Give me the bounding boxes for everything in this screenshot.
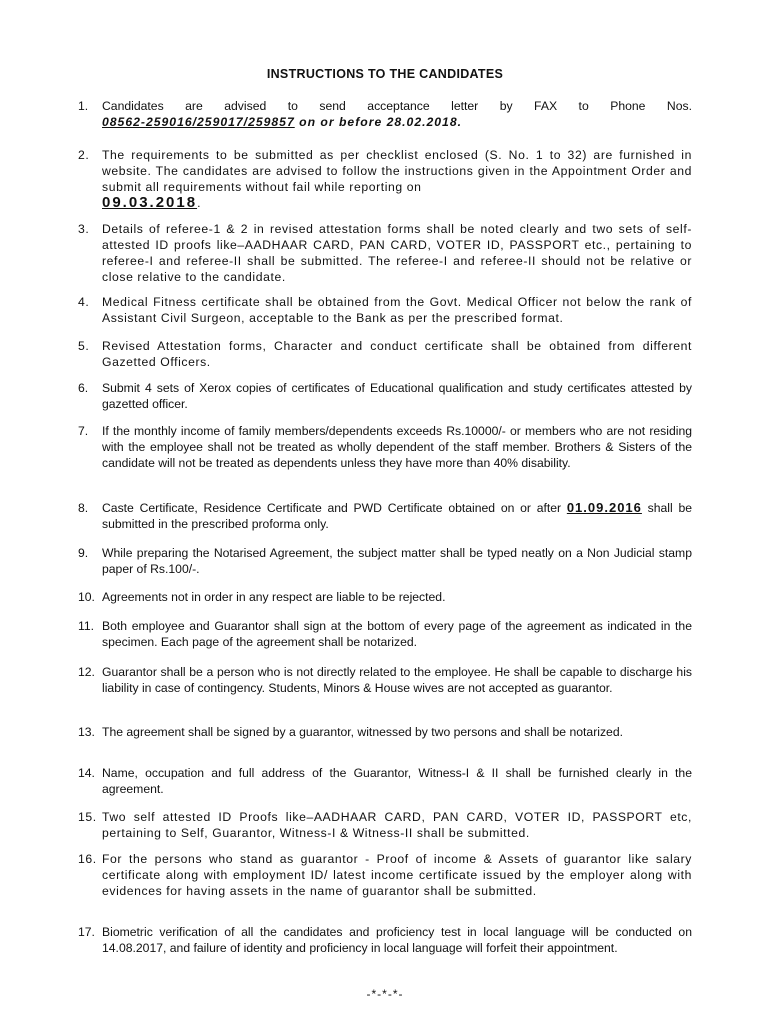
item-number: 12.	[78, 665, 95, 679]
instruction-item-15	[78, 809, 692, 841]
item-text: The agreement shall be signed by a guarantor, witnessed by two persons and shall be notarized.	[102, 725, 623, 739]
page-title: INSTRUCTIONS TO THE CANDIDATES	[266, 67, 504, 81]
item-text: While preparing the Notarised Agreement, the subject matter shall be typed neatly on a Non Judicial stamp paper of Rs.100/-.	[102, 546, 692, 576]
item-text: If the monthly income of family members/dependents exceeds Rs.10000/- or members who are not residing with the employee shall not be treated as wholly dependent of the staff member. Brothers & Sisters of the candidate will not be treated as dependents unless they have more than 40% disability.	[102, 424, 692, 470]
page-footer-marker: -*-*-*-	[366, 987, 404, 1001]
item-text: Revised Attestation forms, Character and conduct certificate shall be obtained from different Gazetted Officers.	[102, 339, 692, 369]
item-number: 17.	[78, 925, 95, 939]
instruction-item-10	[78, 589, 692, 605]
item-text: Two self attested ID Proofs like–AADHAAR CARD, PAN CARD, VOTER ID, PASSPORT etc, pertaining to Self, Guarantor, Witness-I & Witness-II shall be submitted.	[102, 810, 692, 840]
item-number: 14.	[78, 766, 95, 780]
item-text: Name, occupation and full address of the Guarantor, Witness-I & II shall be furnished clearly in the agreement.	[102, 766, 692, 796]
item-text: For the persons who stand as guarantor - Proof of income & Assets of guarantor like salary certificate along with employment ID/ latest income certificate issued by the employer along with evidences for having assets in the name of guarantor shall be submitted.	[102, 852, 692, 898]
item-number: 15.	[78, 810, 97, 824]
instruction-item-16	[78, 851, 692, 899]
instruction-item-12	[78, 664, 692, 696]
instruction-item-14	[78, 765, 692, 797]
item-text-continued	[102, 114, 692, 130]
item-text-end: shall be submitted in the prescribed proforma only.	[102, 501, 693, 531]
item-text: Agreements not in order in any respect are liable to be rejected.	[102, 590, 446, 604]
item-number: 7.	[78, 424, 89, 438]
certificate-date: 01.09.2016	[566, 500, 642, 515]
instruction-item-2	[78, 147, 692, 211]
item-number: 8.	[78, 501, 89, 515]
item-number: 4.	[78, 295, 90, 309]
instruction-item-4	[78, 294, 692, 326]
item-text: Details of referee-1 & 2 in revised attestation forms shall be noted clearly and two sets of self-attested ID proofs like–AADHAAR CARD, PAN CARD, VOTER ID, PASSPORT etc., pertaining to referee-I and referee-II shall be submitted. The referee-I and referee-II should not be relative or close relative to the candidate.	[102, 222, 692, 284]
phone-numbers: 259016/259017/259857	[145, 115, 295, 129]
item-number: 3.	[78, 222, 90, 236]
item-text-body: Caste Certificate, Residence Certificate and PWD Certificate obtained on or after	[102, 501, 567, 515]
item-number: 10.	[78, 590, 95, 604]
item-text: Candidates are advised to send acceptance letter by FAX to Phone Nos.	[102, 99, 692, 113]
item-text	[102, 147, 692, 211]
item-number: 5.	[78, 339, 90, 353]
instruction-item-6	[78, 380, 692, 412]
item-text: Guarantor shall be a person who is not directly related to the employee. He shall be capable to discharge his liability in case of contingency. Students, Minors & House wives are not accepted as guarantor.	[102, 665, 692, 695]
instruction-item-7	[78, 423, 692, 471]
item-text: Submit 4 sets of Xerox copies of certificates of Educational qualification and study certificates attested by gazetted officer.	[102, 381, 692, 411]
phone-prefix: 08562-	[102, 115, 146, 129]
item-text: Medical Fitness certificate shall be obtained from the Govt. Medical Officer not below the rank of Assistant Civil Surgeon, acceptable to the Bank as per the prescribed format.	[102, 295, 692, 325]
item-number: 16.	[78, 852, 97, 866]
item-number: 9.	[78, 546, 89, 560]
instruction-item-3	[78, 221, 692, 285]
item-number: 2.	[78, 148, 90, 162]
item-number: 11.	[78, 619, 95, 633]
deadline-text: on or before 28.02.2018.	[294, 115, 462, 129]
instruction-item-9	[78, 545, 692, 577]
instruction-item-17	[78, 924, 692, 956]
instruction-item-1	[78, 98, 692, 130]
instruction-item-8	[78, 500, 692, 532]
instruction-item-11	[78, 618, 692, 650]
item-number: 1.	[78, 99, 89, 113]
instruction-item-5	[78, 338, 692, 370]
item-text	[102, 500, 692, 532]
item-number: 13.	[78, 725, 95, 739]
item-text: Biometric verification of all the candidates and proficiency test in local language will be conducted on 14.08.2017, and failure of identity and proficiency in local language will forfeit their appointment.	[102, 925, 692, 955]
item-text-end: .	[197, 196, 202, 210]
item-text-body: The requirements to be submitted as per checklist enclosed (S. No. 1 to 32) are furnished in website. The candidates are advised to follow the instructions given in the Appointment Order and submit all requirements without fail while reporting on	[102, 148, 692, 194]
item-number: 6.	[78, 381, 89, 395]
item-text: Both employee and Guarantor shall sign at the bottom of every page of the agreement as indicated in the specimen. Each page of the agreement shall be notarized.	[102, 619, 692, 649]
reporting-date: 09.03.2018	[102, 194, 198, 211]
instruction-item-13	[78, 724, 692, 740]
